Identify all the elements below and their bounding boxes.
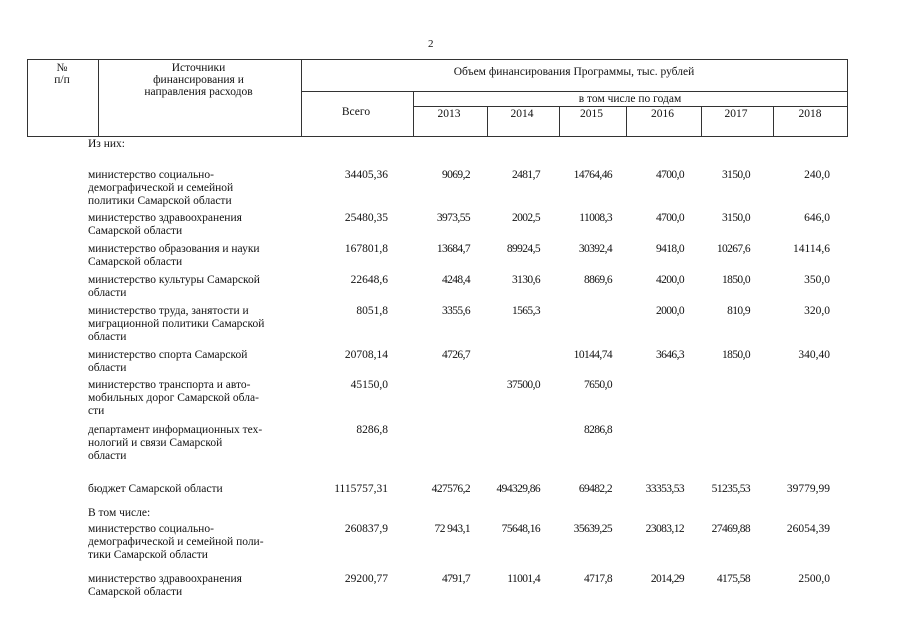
row-value-2016: 3646,3 [655,349,684,361]
row-label: министерство социально- демографической и семейной поли- тики Самарской области [88,523,264,561]
row-label: министерство культуры Самарской области [88,274,260,299]
header-total: Всего [341,106,371,118]
row-value-2018: 39779,99 [786,483,830,495]
row-value-2016: 2000,0 [655,305,684,317]
header-year-2016: 2016 [651,108,674,120]
row-value-2015: 35639,25 [573,523,612,535]
row-value-2013: 72 943,1 [434,523,470,535]
row-value-2013: 3973,55 [436,212,470,224]
row-value-2016: 2014,29 [650,573,684,585]
row-value-2018: 2500,0 [798,573,830,585]
header-num: № п/п [54,62,70,86]
row-value-2015: 10144,74 [573,349,612,361]
row-total: 8286,8 [356,424,388,436]
row-value-2013: 3355,6 [441,305,470,317]
row-total: 8051,8 [356,305,388,317]
row-value-2014: 75648,16 [501,523,540,535]
row-value-2015: 14764,46 [573,169,612,181]
row-total: 34405,36 [344,169,388,181]
row-value-2015: 11008,3 [579,212,612,224]
section-from: Из них: [88,138,125,150]
row-value-2014: 37500,0 [506,379,540,391]
row-value-2014: 11001,4 [507,573,540,585]
row-value-2018: 350,0 [804,274,830,286]
row-value-2013: 13684,7 [436,243,470,255]
row-value-2014: 3130,6 [511,274,540,286]
row-value-2015: 4717,8 [583,573,612,585]
row-label: министерство спорта Самарской области [88,349,248,374]
row-label: департамент информационных тех- нологий и связи Самарской области [88,424,263,462]
row-total: 25480,35 [344,212,388,224]
header-volume: Объем финансирования Программы, тыс. рублей [453,66,695,78]
row-value-2013: 4791,7 [441,573,470,585]
row-value-2015: 30392,4 [578,243,612,255]
row-value-2016: 9418,0 [655,243,684,255]
section-incl: В том числе: [88,507,151,519]
header-year-2014: 2014 [510,108,534,120]
row-value-2016: 23083,12 [645,523,684,535]
row-value-2015: 8286,8 [583,424,612,436]
row-value-2018: 26054,39 [786,523,830,535]
row-value-2017: 1850,0 [721,349,750,361]
row-value-2016: 4700,0 [655,212,684,224]
header-sources: Источники финансирования и направления расходов [144,62,253,98]
row-value-2018: 340,40 [798,349,830,361]
row-total: 20708,14 [344,349,388,361]
row-value-2016: 33353,53 [645,483,684,495]
row-value-2017: 810,9 [727,305,750,317]
row-value-2017: 27469,88 [711,523,750,535]
row-value-2016: 4200,0 [655,274,684,286]
row-value-2016: 4700,0 [655,169,684,181]
row-value-2013: 9069,2 [441,169,470,181]
row-value-2017: 4175,58 [716,573,750,585]
row-value-2018: 240,0 [804,169,830,181]
row-label: министерство транспорта и авто- мобильных дорог Самарской обла- сти [88,379,259,417]
row-value-2013: 427576,2 [431,483,470,495]
header-year-2013: 2013 [437,108,461,120]
row-value-2015: 7650,0 [583,379,612,391]
row-value-2018: 320,0 [804,305,830,317]
row-label: министерство образования и науки Самарской области [88,243,260,268]
row-value-2017: 1850,0 [721,274,750,286]
header-year-2018: 2018 [798,108,822,120]
row-value-2014: 89924,5 [506,243,540,255]
row-total: 45150,0 [350,379,388,391]
row-label: бюджет Самарской области [88,483,223,495]
row-value-2014: 2481,7 [511,169,540,181]
row-total: 29200,77 [344,573,388,585]
row-value-2015: 69482,2 [578,483,612,495]
row-total: 1115757,31 [334,483,388,495]
row-value-2014: 1565,3 [511,305,540,317]
row-value-2014: 494329,86 [496,483,540,495]
row-value-2017: 3150,0 [721,169,750,181]
row-value-2017: 51235,53 [711,483,750,495]
row-value-2015: 8869,6 [583,274,612,286]
row-value-2018: 14114,6 [793,243,830,255]
page-number: 2 [428,38,434,50]
row-total: 22648,6 [350,274,388,286]
row-value-2013: 4726,7 [441,349,470,361]
row-value-2017: 10267,6 [716,243,750,255]
header-by-years: в том числе по годам [578,93,682,105]
header-year-2015: 2015 [580,108,603,120]
row-label: министерство здравоохранения Самарской области [88,212,242,237]
row-value-2014: 2002,5 [511,212,540,224]
row-total: 167801,8 [344,243,388,255]
row-label: министерство здравоохранения Самарской области [88,573,242,598]
row-label: министерство труда, занятости и миграционной политики Самарской области [88,305,265,343]
row-value-2017: 3150,0 [721,212,750,224]
row-label: министерство социально- демографической и семейной политики Самарской области [88,169,234,207]
row-total: 260837,9 [344,523,388,535]
row-value-2013: 4248,4 [441,274,470,286]
row-value-2018: 646,0 [804,212,830,224]
header-year-2017: 2017 [724,108,748,120]
